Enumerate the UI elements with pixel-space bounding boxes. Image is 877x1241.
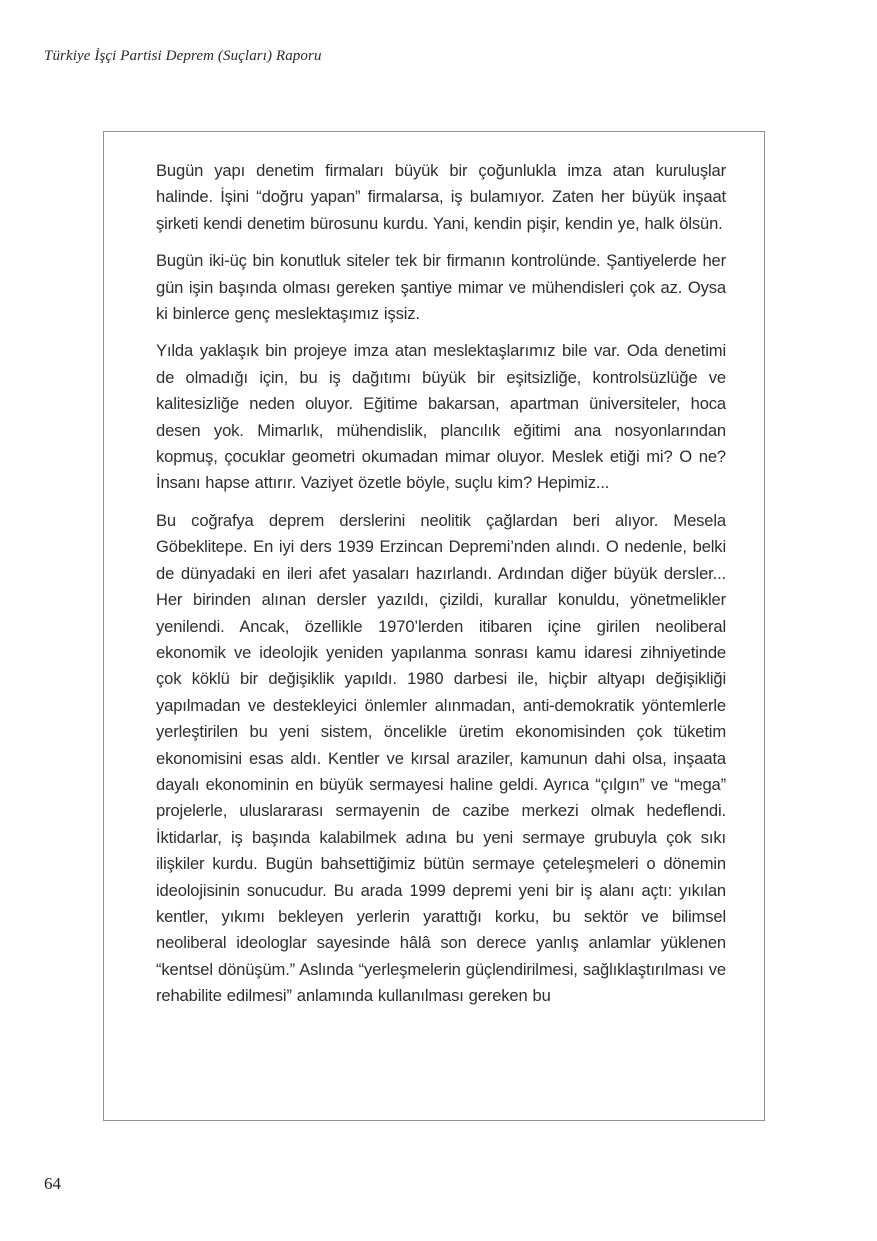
paragraph-1: Bugün yapı denetim firmaları büyük bir çoğunlukla imza atan kuruluşlar halinde. İşini “doğru yapan” firmalarsa, iş bulamıyor. Zaten her büyük inşaat şirketi kendi denetim bürosunu kurdu. Yani, kendin pişir, kendin ye, halk ölsün. bbox=[156, 161, 726, 233]
quote-box bbox=[103, 131, 765, 1121]
page-number: 64 bbox=[44, 1174, 61, 1193]
paragraph-4: Bu coğrafya deprem derslerini neolitik çağlardan beri alıyor. Mesela Göbeklitepe. En iyi ders 1939 Erzincan Depremi’nden alındı. O nedenle, belki de dünyadaki en ileri afet yasaları hazırlandı. Ardından diğer büyük dersler... Her birinden alınan dersler yazıldı, çizildi, kurallar konuldu, yönetmelikler yenilendi. Ancak, özellikle 1970’lerden itibaren içine girilen neoliberal ekonomik ve ideolojik yeniden yapılanma sonrası kamu idaresi zihniyetinde çok köklü bir değişiklik yapıldı. 1980 darbesi ile, hiçbir altyapı değişikliği yapılmadan ve destekleyici önlemler alınmadan, anti-demokratik yöntemlerle yerleştirilen bu yeni sistem, öncelikle üretim ekonomisinden çok tüketim ekonomisini esas aldı. Kentler ve kırsal araziler, kamunun dahi olsa, inşaata dayalı ekonominin en büyük sermayesi haline geldi. Ayrıca “çılgın” ve “mega” projelerle, uluslararası sermayenin de cazibe merkezi olmak hedeflendi. İktidarlar, iş başında kalabilmek adına bu yeni sermaye grubuyla çok sıkı ilişkiler kurdu. Bugün bahsettiğimiz bütün sermaye çeteleşmeleri o dönemin ideolojisinin sonucudur. Bu arada 1999 depremi yeni bir iş alanı açtı: yıkılan kentler, yıkımı bekleyen yerlerin yarattığı korku, bu sektör ve bilimsel neoliberal ideologlar sayesinde hâlâ son derece yanlış anlamlar yüklenen “kentsel dönüşüm.” Aslında “yerleşmelerin güçlendirilmesi, sağlıklaştırılması ve rehabilite edilmesi” anlamında kullanılması gereken bu bbox=[156, 510, 726, 1006]
running-header: Türkiye İşçi Partisi Deprem (Suçları) Raporu bbox=[44, 48, 322, 64]
paragraph-3: Yılda yaklaşık bin projeye imza atan meslektaşlarımız bile var. Oda denetimi de olmadığı için, bu iş dağıtımı büyük bir eşitsizliğe, kontrolsüzlüğe ve kalitesizliğe neden oluyor. Eğitime bakarsan, apartman üniversiteler, hoca desen yok. Mimarlık, mühendislik, plancılık eğitimi ana nosyonlarından kopmuş, çocuklar geometri okumadan mimar oluyor. Meslek etiği mi? O ne? İnsanı hapse attırır. Vaziyet özetle böyle, suçlu kim? Hepimiz... bbox=[156, 341, 726, 493]
paragraph-2: Bugün iki-üç bin konutluk siteler tek bir firmanın kontrolünde. Şantiyelerde her gün işin başında olması gereken şantiye mimar ve mühendisleri çok az. Oysa ki binlerce genç meslektaşımız işsiz. bbox=[156, 251, 726, 324]
